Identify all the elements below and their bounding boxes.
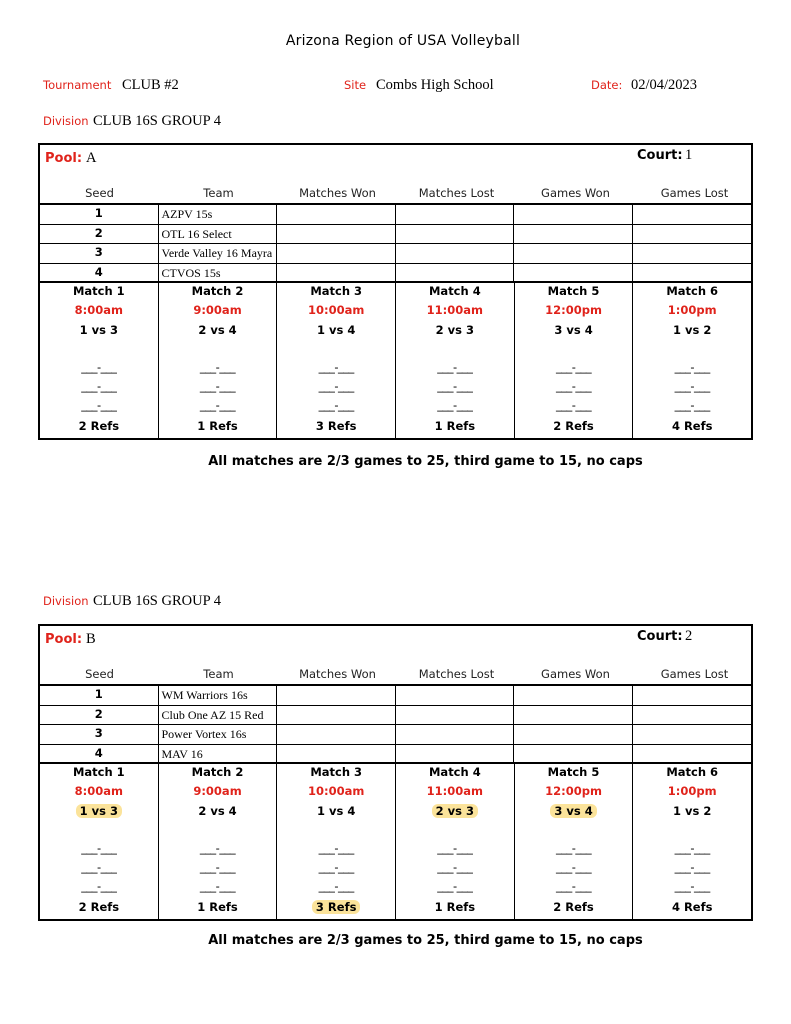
team-name: OTL 16 Select [159, 225, 278, 244]
court-label: Court: [637, 629, 683, 644]
division-label: Division [43, 114, 89, 128]
match-pairing: 2 vs 4 [198, 323, 237, 337]
column-header-games-won: Games Won [541, 667, 610, 681]
match-time: 12:00pm [545, 303, 602, 317]
highlight-mark: 1 vs 3 [76, 804, 122, 818]
game-score-line[interactable]: ___-___ [81, 860, 117, 874]
match-name: Match 4 [428, 284, 481, 298]
matches-lost-cell[interactable] [396, 745, 515, 763]
match-pairing: 3 vs 4 [554, 323, 593, 337]
match-pairing: 1 vs 4 [317, 804, 356, 818]
match-pairing: 1 vs 4 [317, 323, 356, 337]
game-score-line[interactable]: ___-___ [555, 879, 592, 893]
match-name: Match 3 [310, 284, 363, 298]
game-score-line[interactable]: ___-___ [674, 841, 710, 855]
team-seed: 4 [40, 264, 159, 282]
column-header-seed: Seed [85, 667, 114, 681]
game-score-line[interactable]: ___-___ [555, 841, 592, 855]
game-score-line[interactable]: ___-___ [555, 398, 592, 412]
matches-won-cell[interactable] [277, 225, 396, 244]
column-header-matches-won: Matches Won [299, 186, 376, 200]
matches-lost-cell[interactable] [396, 225, 515, 244]
match-column [515, 283, 634, 438]
game-score-line[interactable]: ___-___ [674, 360, 710, 374]
match-pairing: 1 vs 2 [673, 804, 712, 818]
match-pairing: 2 vs 4 [198, 804, 237, 818]
team-name: Power Vortex 16s [159, 725, 278, 744]
court-value: 1 [685, 147, 693, 163]
site-label: Site [344, 78, 367, 92]
match-time: 10:00am [308, 303, 365, 317]
rules-note: All matches are 2/3 games to 25, third game to 15, no caps [208, 454, 643, 469]
match-column [633, 764, 751, 919]
division-label: Division [43, 594, 89, 608]
match-time: 12:00pm [545, 784, 602, 798]
match-name: Match 1 [72, 765, 125, 779]
game-score-line[interactable]: ___-___ [318, 398, 354, 412]
date-label: Date: [591, 78, 623, 92]
pool-label: Pool: [45, 151, 83, 166]
team-row [40, 244, 751, 264]
games-won-cell[interactable] [514, 205, 633, 224]
matches-won-cell[interactable] [277, 244, 396, 263]
team-name: WM Warriors 16s [159, 686, 278, 705]
matches-lost-cell[interactable] [396, 686, 515, 705]
rules-note: All matches are 2/3 games to 25, third game to 15, no caps [208, 933, 643, 948]
team-seed: 4 [40, 745, 159, 763]
team-name: CTVOS 15s [159, 264, 278, 282]
team-row [40, 264, 751, 284]
match-time: 1:00pm [667, 303, 717, 317]
games-won-cell[interactable] [514, 725, 633, 744]
match-refs: 4 Refs [671, 419, 713, 433]
game-score-line[interactable]: ___-___ [318, 860, 354, 874]
team-name: MAV 16 [159, 745, 278, 763]
team-row [40, 725, 751, 745]
court-label: Court: [637, 148, 683, 163]
game-score-line[interactable]: ___-___ [318, 379, 354, 393]
matches-won-cell[interactable] [277, 205, 396, 224]
tournament-label: Tournament [43, 78, 112, 92]
matches-lost-cell[interactable] [396, 205, 515, 224]
match-column [515, 764, 634, 919]
game-score-line[interactable]: ___-___ [81, 841, 117, 855]
team-seed: 3 [40, 244, 159, 263]
game-score-line[interactable]: ___-___ [318, 879, 354, 893]
matches-won-cell[interactable] [277, 686, 396, 705]
match-time: 11:00am [426, 303, 484, 317]
highlight-mark: 3 vs 4 [550, 804, 596, 818]
game-score-line[interactable]: ___-___ [437, 360, 473, 374]
match-column [396, 764, 515, 919]
team-list [40, 205, 751, 283]
match-refs: 2 Refs [553, 900, 594, 914]
team-row [40, 225, 751, 245]
game-score-line[interactable]: ___-___ [199, 360, 236, 374]
matches-lost-cell[interactable] [396, 244, 515, 263]
match-refs: 1 Refs [434, 900, 476, 914]
match-time: 1:00pm [667, 784, 717, 798]
match-schedule [40, 764, 751, 919]
match-time: 9:00am [193, 784, 242, 798]
match-name: Match 5 [547, 765, 600, 779]
team-row [40, 686, 751, 706]
games-won-cell[interactable] [514, 244, 633, 263]
column-header-seed: Seed [85, 186, 114, 200]
team-row [40, 706, 751, 726]
match-pairing-highlighted [515, 804, 633, 818]
match-refs: 1 Refs [434, 419, 476, 433]
match-refs: 2 Refs [78, 900, 120, 914]
column-header-games-lost: Games Lost [660, 186, 729, 200]
game-score-line[interactable]: ___-___ [674, 879, 710, 893]
match-refs-highlighted [277, 900, 395, 914]
game-score-line[interactable]: ___-___ [674, 860, 710, 874]
court-value: 2 [685, 628, 693, 644]
match-name: Match 6 [666, 284, 719, 298]
game-score-line[interactable]: ___-___ [437, 879, 473, 893]
team-seed: 1 [40, 686, 159, 705]
column-header-team: Team [203, 667, 234, 681]
games-lost-cell[interactable] [633, 264, 752, 282]
match-name: Match 4 [428, 765, 481, 779]
match-refs: 4 Refs [671, 900, 713, 914]
match-column [396, 283, 515, 438]
match-refs: 2 Refs [78, 419, 120, 433]
match-refs: 3 Refs [315, 419, 357, 433]
match-pairing: 1 vs 3 [79, 323, 119, 337]
match-pairing-highlighted [40, 804, 158, 818]
match-name: Match 1 [72, 284, 125, 298]
match-name: Match 2 [191, 765, 244, 779]
game-score-line[interactable]: ___-___ [318, 360, 354, 374]
game-score-line[interactable]: ___-___ [81, 398, 117, 412]
division-value: CLUB 16S GROUP 4 [93, 593, 221, 609]
match-name: Match 5 [547, 284, 600, 298]
game-score-line[interactable]: ___-___ [81, 360, 117, 374]
game-score-line[interactable]: ___-___ [81, 879, 117, 893]
games-lost-cell[interactable] [633, 706, 752, 725]
matches-won-cell[interactable] [277, 725, 396, 744]
highlight-mark: 3 Refs [312, 900, 361, 914]
game-score-line[interactable]: ___-___ [199, 879, 236, 893]
matches-lost-cell[interactable] [396, 264, 515, 282]
matches-lost-cell[interactable] [396, 725, 515, 744]
team-name: Verde Valley 16 Mayra [159, 244, 278, 263]
match-column [277, 283, 396, 438]
match-schedule [40, 283, 751, 438]
site-value: Combs High School [376, 77, 494, 93]
column-header-matches-lost: Matches Lost [418, 667, 495, 681]
team-seed: 2 [40, 225, 159, 244]
matches-won-cell[interactable] [277, 706, 396, 725]
pool-header [40, 626, 751, 686]
games-won-cell[interactable] [514, 706, 633, 725]
games-won-cell[interactable] [514, 225, 633, 244]
games-lost-cell[interactable] [633, 745, 752, 763]
team-seed: 3 [40, 725, 159, 744]
tournament-value: CLUB #2 [122, 77, 179, 93]
document-title: Arizona Region of USA Volleyball [285, 33, 521, 49]
match-time: 8:00am [74, 303, 124, 317]
match-column [40, 764, 159, 919]
matches-won-cell[interactable] [277, 264, 396, 282]
division-value: CLUB 16S GROUP 4 [93, 113, 221, 129]
match-pairing: 1 vs 2 [673, 323, 712, 337]
pool-a-table [38, 143, 753, 440]
team-seed: 2 [40, 706, 159, 725]
match-pairing-highlighted [396, 804, 514, 818]
pool-header [40, 145, 751, 205]
team-row [40, 205, 751, 225]
team-seed: 1 [40, 205, 159, 224]
games-won-cell[interactable] [514, 264, 633, 282]
team-name: AZPV 15s [159, 205, 278, 224]
games-won-cell[interactable] [514, 686, 633, 705]
match-refs: 2 Refs [553, 419, 594, 433]
games-lost-cell[interactable] [633, 725, 752, 744]
pool-b-table [38, 624, 753, 921]
pool-label: Pool: [45, 632, 83, 647]
match-refs: 1 Refs [197, 419, 238, 433]
games-lost-cell[interactable] [633, 244, 752, 263]
game-score-line[interactable]: ___-___ [555, 379, 592, 393]
column-header-matches-lost: Matches Lost [418, 186, 495, 200]
game-score-line[interactable]: ___-___ [437, 398, 473, 412]
column-header-games-lost: Games Lost [660, 667, 729, 681]
game-score-line[interactable]: ___-___ [318, 841, 354, 855]
game-score-line[interactable]: ___-___ [674, 379, 710, 393]
games-lost-cell[interactable] [633, 225, 752, 244]
highlight-mark: 2 vs 3 [432, 804, 478, 818]
pool-value: A [86, 150, 97, 166]
matches-won-cell[interactable] [277, 745, 396, 763]
game-score-line[interactable]: ___-___ [81, 379, 117, 393]
game-score-line[interactable]: ___-___ [199, 860, 236, 874]
game-score-line[interactable]: ___-___ [674, 398, 710, 412]
match-column [159, 764, 278, 919]
match-column [633, 283, 751, 438]
column-header-matches-won: Matches Won [299, 667, 376, 681]
match-column [40, 283, 159, 438]
matches-lost-cell[interactable] [396, 706, 515, 725]
game-score-line[interactable]: ___-___ [199, 379, 236, 393]
team-row [40, 745, 751, 765]
game-score-line[interactable]: ___-___ [437, 860, 473, 874]
match-refs: 1 Refs [197, 900, 238, 914]
date-value: 02/04/2023 [631, 77, 698, 93]
match-time: 11:00am [426, 784, 484, 798]
match-pairing: 2 vs 3 [435, 323, 475, 337]
match-column [159, 283, 278, 438]
game-score-line[interactable]: ___-___ [199, 398, 236, 412]
game-score-line[interactable]: ___-___ [199, 841, 236, 855]
team-list [40, 686, 751, 764]
team-name: Club One AZ 15 Red [159, 706, 278, 725]
game-score-line[interactable]: ___-___ [437, 841, 473, 855]
match-name: Match 6 [666, 765, 719, 779]
game-score-line[interactable]: ___-___ [437, 379, 473, 393]
match-name: Match 2 [191, 284, 244, 298]
column-header-team: Team [203, 186, 234, 200]
games-lost-cell[interactable] [633, 686, 752, 705]
game-score-line[interactable]: ___-___ [555, 860, 592, 874]
games-lost-cell[interactable] [633, 205, 752, 224]
game-score-line[interactable]: ___-___ [555, 360, 592, 374]
match-time: 10:00am [308, 784, 365, 798]
pool-value: B [86, 631, 96, 647]
games-won-cell[interactable] [514, 745, 633, 763]
column-header-games-won: Games Won [541, 186, 610, 200]
match-time: 8:00am [74, 784, 124, 798]
match-time: 9:00am [193, 303, 242, 317]
match-column [277, 764, 396, 919]
match-name: Match 3 [310, 765, 363, 779]
